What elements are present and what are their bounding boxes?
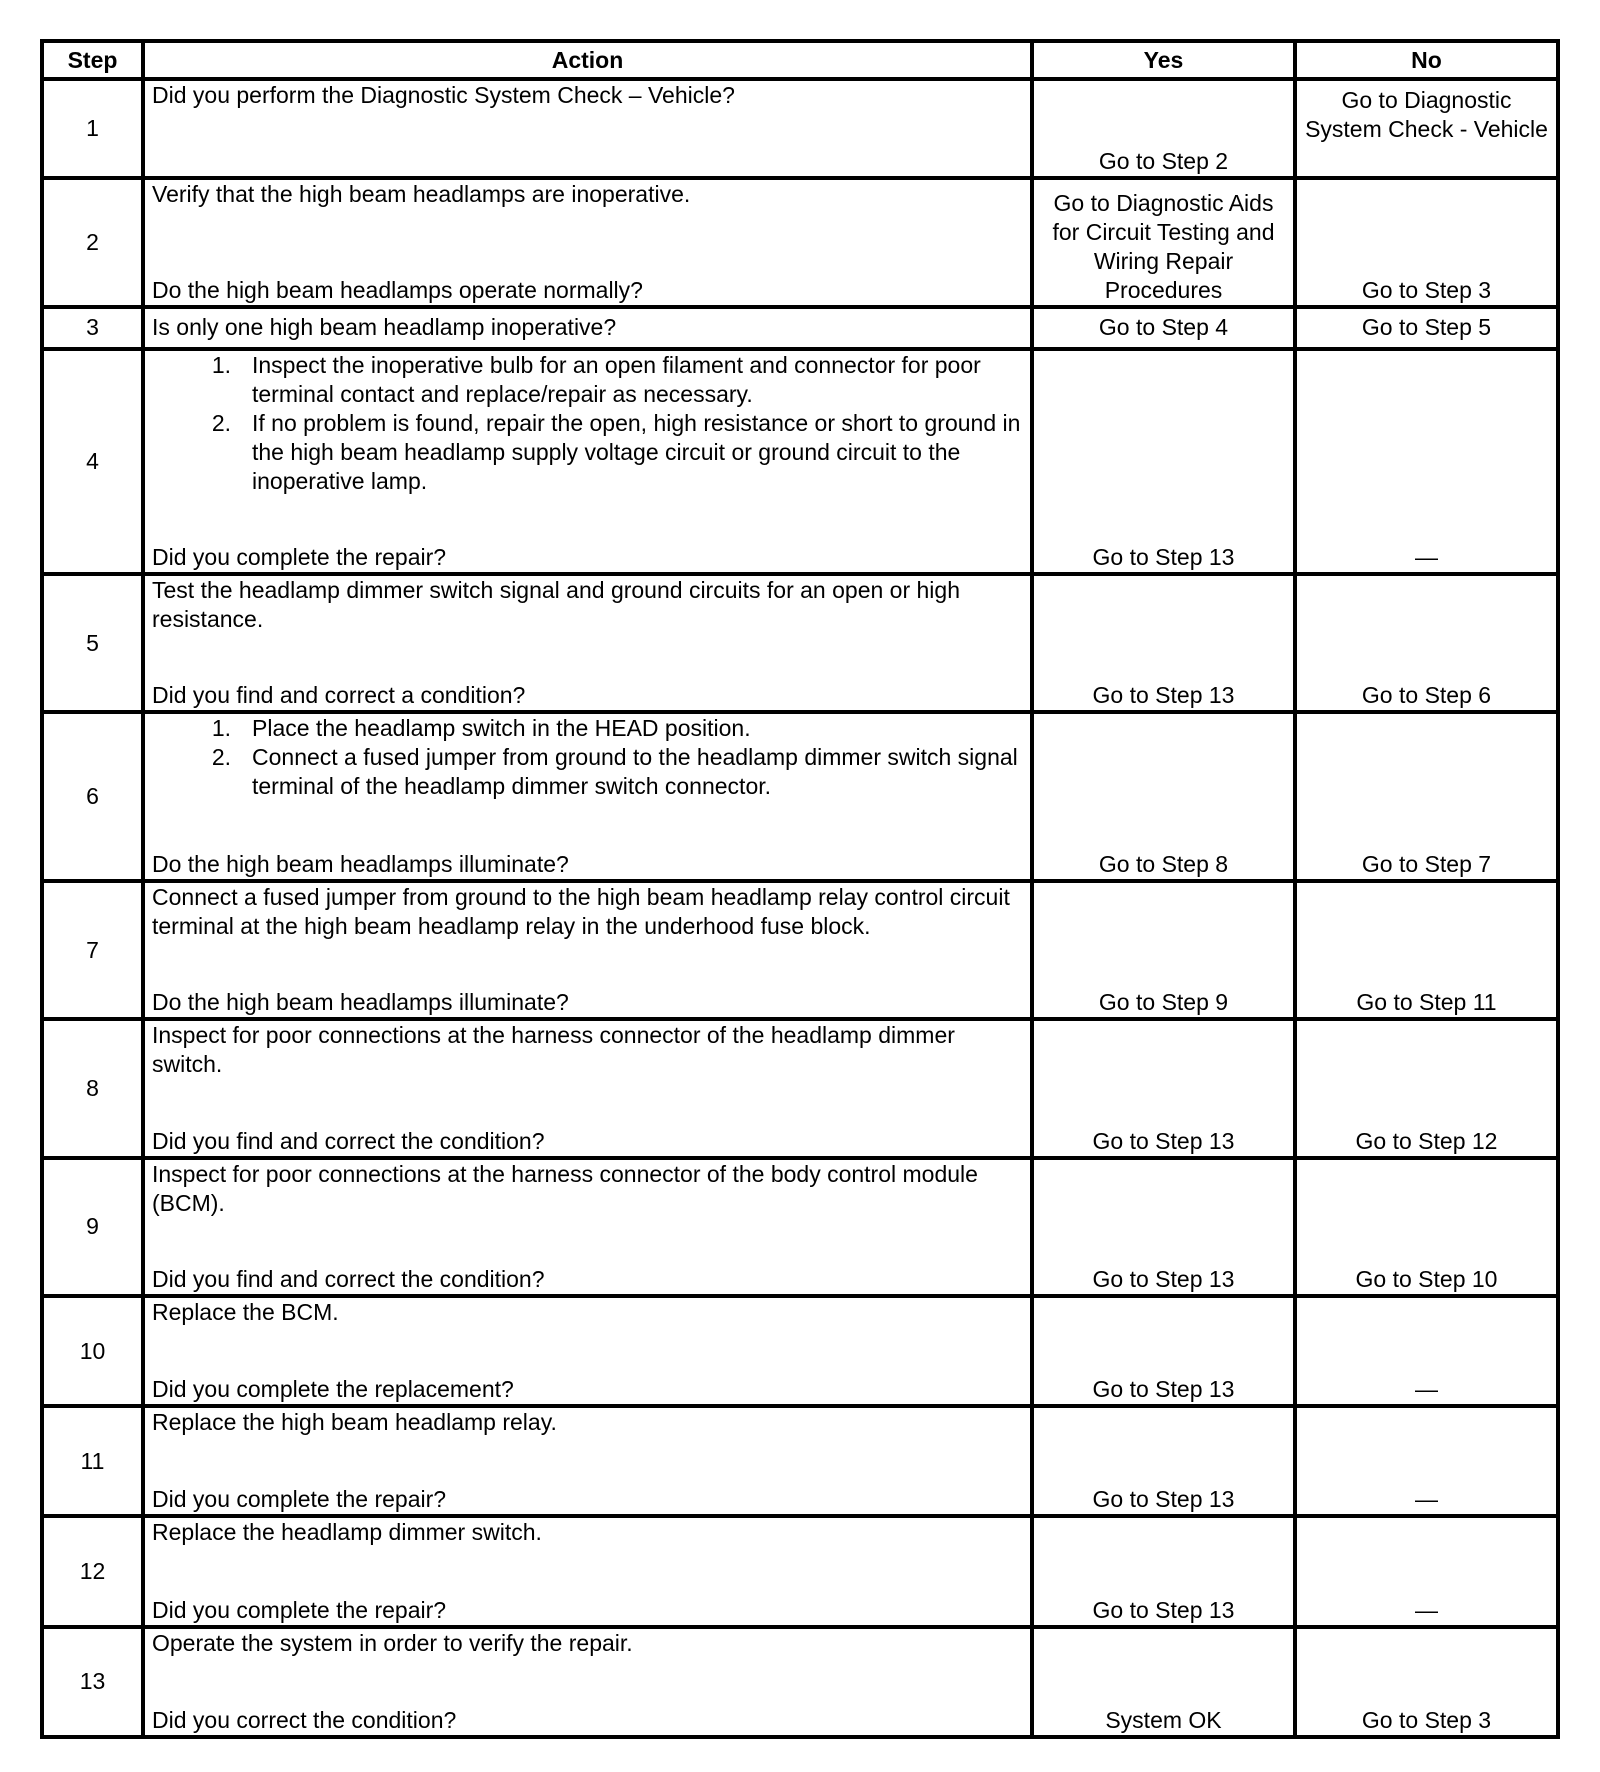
header-no: No <box>1295 41 1558 79</box>
list-item-text: If no problem is found, repair the open, high resistance or short to ground in the high beam headlamp supply voltage circuit or ground circuit to the inoperative lamp. <box>252 409 1021 494</box>
action-question: Did you complete the replacement? <box>152 1376 514 1403</box>
action-cell <box>143 881 1032 1019</box>
action-question: Did you find and correct a condition? <box>152 682 526 709</box>
action-question: Did you complete the repair? <box>152 544 447 571</box>
step-number: 9 <box>42 1158 143 1296</box>
table-row <box>42 1627 1558 1737</box>
no-cell: Go to Step 3 <box>1295 178 1558 306</box>
action-question: Did you correct the condition? <box>152 1707 457 1733</box>
no-cell: — <box>1295 349 1558 575</box>
no-cell: — <box>1295 1296 1558 1406</box>
yes-cell: Go to Step 13 <box>1032 1406 1295 1516</box>
step-number: 7 <box>42 881 143 1019</box>
action-question: Did you complete the repair? <box>152 1596 447 1623</box>
action-text: Replace the high beam headlamp relay. <box>152 1409 557 1436</box>
action-text: Connect a fused jumper from ground to the high beam headlamp relay control circuit terminal at the high beam headlamp relay in the underhood fuse block. <box>152 883 1010 939</box>
no-cell: Go to Step 6 <box>1295 574 1558 712</box>
yes-cell: Go to Step 13 <box>1032 1516 1295 1626</box>
step-number: 5 <box>42 574 143 712</box>
yes-cell: Go to Step 13 <box>1032 1158 1295 1296</box>
action-text: Operate the system in order to verify the repair. <box>152 1629 633 1656</box>
yes-cell: Go to Step 13 <box>1032 1296 1295 1406</box>
action-text: Did you perform the Diagnostic System Check – Vehicle? <box>152 82 735 108</box>
yes-cell: Go to Step 13 <box>1032 349 1295 575</box>
list-item-text: Connect a fused jumper from ground to the headlamp dimmer switch signal terminal of the headlamp dimmer switch connector. <box>252 744 1018 800</box>
procedure-list <box>152 351 1023 496</box>
table-row <box>42 1296 1558 1406</box>
step-number: 2 <box>42 178 143 306</box>
table-row <box>42 307 1558 349</box>
table-row <box>42 1516 1558 1626</box>
table-row <box>42 1019 1558 1157</box>
table-row <box>42 349 1558 575</box>
diagnostic-table <box>40 39 1560 1739</box>
yes-cell: Go to Step 2 <box>1032 79 1295 178</box>
table-row <box>42 574 1558 712</box>
action-cell <box>143 79 1032 178</box>
step-number: 10 <box>42 1296 143 1406</box>
list-item <box>152 351 1023 409</box>
no-cell: Go to Step 12 <box>1295 1019 1558 1157</box>
header-row <box>42 41 1558 79</box>
action-question: Do the high beam headlamps illuminate? <box>152 850 569 877</box>
table-row <box>42 178 1558 306</box>
yes-cell: Go to Step 4 <box>1032 307 1295 349</box>
action-cell <box>143 307 1032 349</box>
list-item <box>152 409 1023 496</box>
no-cell: Go to Step 5 <box>1295 307 1558 349</box>
step-number: 8 <box>42 1019 143 1157</box>
header-yes: Yes <box>1032 41 1295 79</box>
list-item-text: Inspect the inoperative bulb for an open filament and connector for poor terminal contact and replace/repair as necessary. <box>252 351 981 407</box>
action-cell <box>143 178 1032 306</box>
header-step: Step <box>42 41 143 79</box>
step-number: 12 <box>42 1516 143 1626</box>
action-cell <box>143 1627 1032 1737</box>
action-question: Did you complete the repair? <box>152 1486 447 1513</box>
list-item-number: 1. <box>211 351 231 378</box>
yes-cell: Go to Step 8 <box>1032 712 1295 880</box>
action-cell <box>143 1158 1032 1296</box>
no-cell: Go to Step 3 <box>1295 1627 1558 1737</box>
step-number: 11 <box>42 1406 143 1516</box>
action-question: Did you find and correct the condition? <box>152 1265 545 1292</box>
yes-cell: System OK <box>1032 1627 1295 1737</box>
header-action: Action <box>143 41 1032 79</box>
list-item <box>152 714 1023 743</box>
action-text: Replace the headlamp dimmer switch. <box>152 1519 542 1546</box>
action-cell <box>143 1019 1032 1157</box>
list-item-number: 2. <box>211 409 231 436</box>
action-question: Do the high beam headlamps operate normally? <box>152 276 643 303</box>
no-cell: — <box>1295 1406 1558 1516</box>
step-number: 13 <box>42 1627 143 1737</box>
step-number: 6 <box>42 712 143 880</box>
action-cell <box>143 1406 1032 1516</box>
table-row <box>42 79 1558 178</box>
table-row <box>42 1406 1558 1516</box>
action-cell <box>143 574 1032 712</box>
action-text: Inspect for poor connections at the harness connector of the body control module (BCM). <box>152 1160 978 1216</box>
action-question: Did you find and correct the condition? <box>152 1127 545 1154</box>
no-cell: Go to Step 11 <box>1295 881 1558 1019</box>
step-number: 3 <box>42 307 143 349</box>
action-question: Do the high beam headlamps illuminate? <box>152 989 569 1016</box>
step-number: 4 <box>42 349 143 575</box>
no-cell: — <box>1295 1516 1558 1626</box>
action-cell <box>143 1296 1032 1406</box>
no-cell: Go to Step 7 <box>1295 712 1558 880</box>
procedure-list <box>152 714 1023 801</box>
yes-cell: Go to Step 9 <box>1032 881 1295 1019</box>
list-item-number: 1. <box>211 715 231 742</box>
action-cell <box>143 349 1032 575</box>
action-text: Is only one high beam headlamp inoperative? <box>152 314 617 341</box>
action-text: Inspect for poor connections at the harness connector of the headlamp dimmer switch. <box>152 1022 955 1078</box>
action-text: Replace the BCM. <box>152 1298 339 1325</box>
no-cell: Go to Diagnostic System Check - Vehicle <box>1295 79 1558 178</box>
action-cell <box>143 712 1032 880</box>
yes-cell: Go to Diagnostic Aids for Circuit Testing and Wiring Repair Procedures <box>1032 178 1295 306</box>
yes-cell: Go to Step 13 <box>1032 574 1295 712</box>
action-text: Test the headlamp dimmer switch signal and ground circuits for an open or high resistance. <box>152 577 960 633</box>
step-number: 1 <box>42 79 143 178</box>
action-cell <box>143 1516 1032 1626</box>
table-row <box>42 881 1558 1019</box>
action-text: Verify that the high beam headlamps are inoperative. <box>152 181 691 208</box>
list-item-text: Place the headlamp switch in the HEAD position. <box>252 715 751 742</box>
table-row <box>42 1158 1558 1296</box>
yes-cell: Go to Step 13 <box>1032 1019 1295 1157</box>
table-row <box>42 712 1558 880</box>
list-item-number: 2. <box>211 744 231 771</box>
list-item <box>152 743 1023 801</box>
no-cell: Go to Step 10 <box>1295 1158 1558 1296</box>
